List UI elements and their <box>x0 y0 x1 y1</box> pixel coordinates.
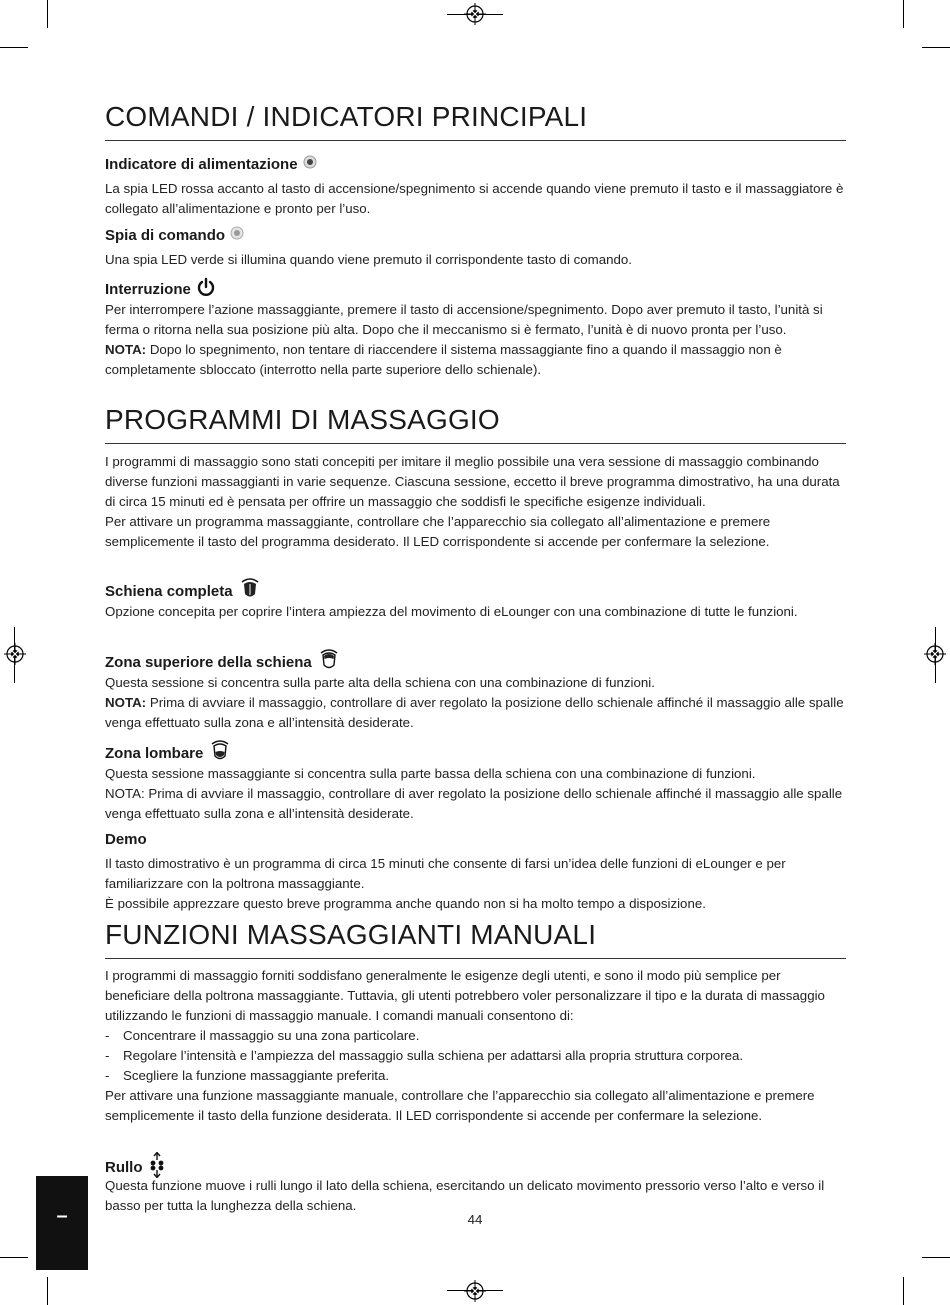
list-item-text: Regolare l’intensità e l’ampiezza del massaggio sulla schiena per adattarsi alla propria struttura corporea. <box>123 1048 744 1063</box>
registration-mark-icon <box>464 1280 486 1302</box>
list-item-text: Scegliere la funzione massaggiante preferita. <box>123 1068 390 1083</box>
language-tab: – <box>36 1176 88 1270</box>
paragraph: Questa sessione massaggiante si concentra sulla parte bassa della schiena con una combinazione di funzioni. <box>105 766 756 781</box>
list-item-text: Concentrare il massaggio su una zona particolare. <box>123 1028 420 1043</box>
note <box>105 693 847 733</box>
note-label: NOTA: <box>105 342 147 357</box>
paragraph: Questa sessione si concentra sulla parte alta della schiena con una combinazione di funzioni. <box>105 675 655 690</box>
paragraph: È possibile apprezzare questo breve programma anche quando non si ha molto tempo a disposizione. <box>105 896 706 911</box>
crop-mark <box>47 0 48 28</box>
paragraph: I programmi di massaggio forniti soddisfano generalmente le esigenze degli utenti, e sono il modo più semplice per beneficiare della poltrona massaggiante. Tuttavia, gli utenti potrebbero voler personalizzare il tipo e la durata di massaggio utilizzando le funzioni di massaggio manuale. I comandi manuali consentono di: <box>105 968 825 1023</box>
list-item <box>105 1066 847 1086</box>
note-text: Prima di avviare il massaggio, controllare di aver regolato la posizione dello schienale affinché il massaggio alle spalle venga effettuato sulla zona e all’intensità desiderate. <box>105 695 844 730</box>
paragraph-intro <box>105 452 847 552</box>
crop-mark <box>903 1277 904 1305</box>
crop-mark <box>47 1277 48 1305</box>
heading-text: Interruzione <box>105 281 191 298</box>
list-item <box>105 1026 847 1046</box>
heading-demo: Demo <box>105 831 147 848</box>
paragraph-superiore <box>105 673 847 733</box>
note: NOTA: Prima di avviare il massaggio, controllare di aver regolato la posizione dello schienale affinché il massaggio alle spalle venga effettuato sulla zona e all’intensità desiderate. <box>105 786 843 821</box>
registration-mark-icon <box>4 643 26 665</box>
heading-text: Schiena completa <box>105 583 233 600</box>
heading-text: Zona superiore della schiena <box>105 654 312 671</box>
paragraph: Per attivare una funzione massaggiante manuale, controllare che l’apparecchio sia collegato all’alimentazione e premere semplicemente il tasto della funzione desiderata. Il LED corrispondente si accende per confermare la selezione. <box>105 1088 815 1123</box>
crop-mark <box>0 1257 28 1258</box>
paragraph: Il tasto dimostrativo è un programma di circa 15 minuti che consente di farsi un’idea delle funzioni di eLounger e per familiarizzare con la poltrona massaggiante. <box>105 856 786 891</box>
heading-indicatore-alimentazione <box>105 155 317 175</box>
registration-mark-icon <box>924 643 946 665</box>
list-dash: - <box>105 1028 110 1043</box>
paragraph: Opzione concepita per coprire l’intera ampiezza del movimento di eLounger con una combinazione di tutte le funzioni. <box>105 604 798 619</box>
paragraph: I programmi di massaggio sono stati concepiti per imitare il meglio possibile una vera sessione di massaggio combinando diverse funzioni massaggianti in varie sequenze. Ciascuna sessione, eccetto il breve programma dimostrativo, ha una durata di circa 15 minuti ed è pensata per offrire un massaggio che soddisfi le specifiche esigenze individuali. <box>105 454 840 509</box>
section-title-funzioni: FUNZIONI MASSAGGIANTI MANUALI <box>105 918 846 959</box>
paragraph-interruzione <box>105 300 847 380</box>
list-dash: - <box>105 1068 110 1083</box>
heading-text: Rullo <box>105 1159 143 1176</box>
paragraph: Una spia LED verde si illumina quando viene premuto il corrispondente tasto di comando. <box>105 252 632 267</box>
section-title-comandi: COMANDI / INDICATORI PRINCIPALI <box>105 100 846 141</box>
section-title-programmi: PROGRAMMI DI MASSAGGIO <box>105 403 846 444</box>
list-dash: - <box>105 1048 110 1063</box>
registration-mark-icon <box>464 3 486 25</box>
led-red-icon <box>303 155 317 175</box>
note-text: Dopo lo spegnimento, non tentare di riaccendere il sistema massaggiante fino a quando il massaggio non è completamente sbloccato (interrotto nella parte superiore dello schienale). <box>105 342 782 377</box>
paragraph-lombare <box>105 764 847 824</box>
crop-mark <box>0 47 28 48</box>
paragraph: Per attivare un programma massaggiante, controllare che l’apparecchio sia collegato all’alimentazione e premere semplicemente il tasto del programma desiderato. Il LED corrispondente si accende per confermare la selezione. <box>105 514 771 549</box>
paragraph-demo <box>105 854 847 914</box>
crop-mark <box>922 1257 950 1258</box>
paragraph: La spia LED rossa accanto al tasto di accensione/spegnimento si accende quando viene premuto il tasto e il massaggiatore è collegato all’alimentazione e pronto per l’uso. <box>105 181 844 216</box>
heading-text: Spia di comando <box>105 227 226 244</box>
paragraph: Per interrompere l’azione massaggiante, premere il tasto di accensione/spegnimento. Dopo aver premuto il tasto, l’unità si ferma o ritorna nella sua posizione più alta. Dopo che il meccanismo si è fermato, l’unità è di nuovo pronta per l’uso. <box>105 302 823 337</box>
heading-text: Indicatore di alimentazione <box>105 156 298 173</box>
heading-spia-comando <box>105 226 244 246</box>
note-label: NOTA: <box>105 695 147 710</box>
list-item <box>105 1046 847 1066</box>
heading-text: Zona lombare <box>105 745 204 762</box>
crop-mark <box>903 0 904 28</box>
paragraph: Questa funzione muove i rulli lungo il lato della schiena, esercitando un delicato movimento pressorio verso l’alto e verso il basso per tutta la lunghezza della schiena. <box>105 1178 825 1213</box>
led-green-icon <box>230 226 244 246</box>
page-number: 44 <box>467 1212 483 1227</box>
note <box>105 340 847 380</box>
crop-mark <box>922 47 950 48</box>
paragraph-funzioni <box>105 966 847 1126</box>
